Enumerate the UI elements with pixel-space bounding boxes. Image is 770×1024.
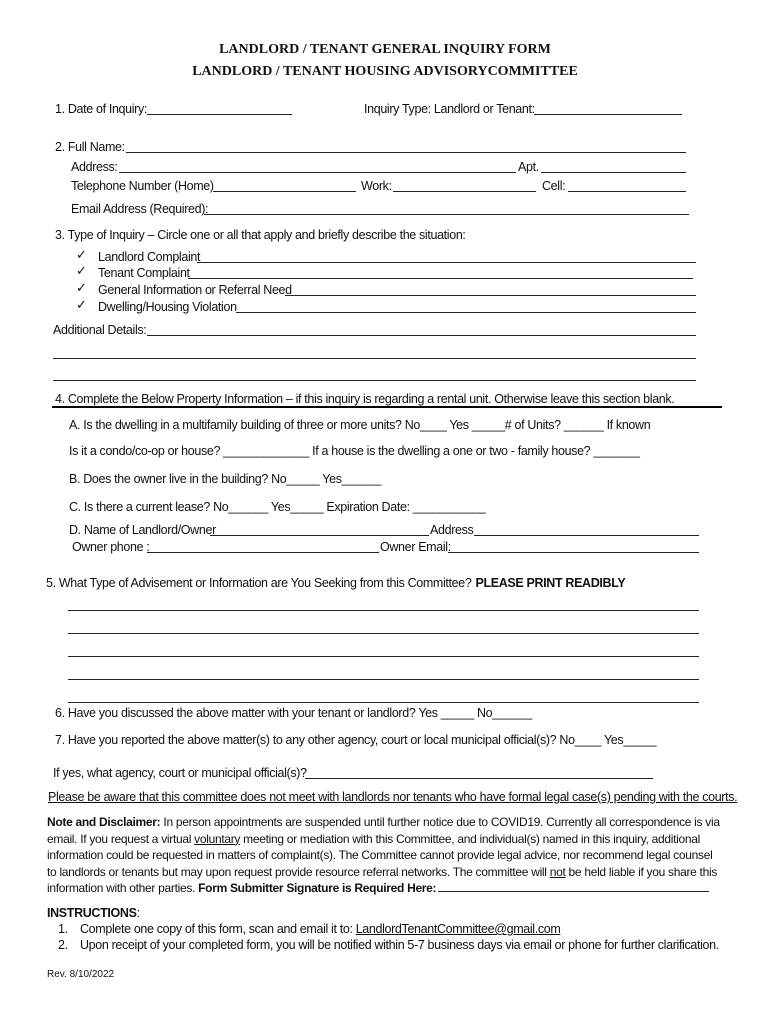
court-case-notice: Please be aware that this committee does not meet with landlords nor tenants who have formal legal case(s) pending with the courts. xyxy=(48,790,738,804)
advisement-line[interactable] xyxy=(68,702,699,703)
additional-details-label: Additional Details: xyxy=(53,323,147,337)
agency-label: If yes, what agency, court or municipal official(s)? xyxy=(53,766,307,780)
landlord-address-field[interactable] xyxy=(474,535,699,536)
work-phone-label: Work: xyxy=(361,179,392,193)
condo-house-question: Is it a condo/co-op or house? _____________ If a house is the dwelling a one or two - family house? _______ xyxy=(69,444,640,458)
checkmark-icon: ✓ xyxy=(76,264,87,279)
home-phone-label: Telephone Number (Home) xyxy=(71,179,214,193)
section-divider xyxy=(52,406,722,408)
landlord-name-field[interactable] xyxy=(210,535,429,536)
additional-details-line[interactable] xyxy=(53,380,696,381)
committee-email-link[interactable]: LandlordTenantCommittee@gmail.com xyxy=(355,922,561,936)
disclaimer-text: meeting or mediation with this Committee, and individual(s) named in this inquiry, additional xyxy=(240,831,700,846)
owner-phone-label: Owner phone : xyxy=(72,540,150,554)
instructions-heading xyxy=(47,906,140,920)
voluntary-word: voluntary xyxy=(194,831,241,846)
option-general-info[interactable]: General Information or Referral Need xyxy=(98,283,292,297)
advisement-question-text: 5. What Type of Advisement or Information are You Seeking from this Committee? xyxy=(46,576,472,590)
inquiry-type-field[interactable] xyxy=(534,114,682,115)
address-field[interactable] xyxy=(119,172,516,173)
landlord-address-label: Address xyxy=(430,523,474,537)
instructions-colon: : xyxy=(136,906,140,920)
email-label: Email Address (Required): xyxy=(71,202,209,216)
advisement-line[interactable] xyxy=(68,656,699,657)
checkmark-icon: ✓ xyxy=(76,248,87,263)
property-info-heading: 4. Complete the Below Property Information – if this inquiry is regarding a rental unit. Otherwise leave this section blank. xyxy=(55,392,675,406)
home-phone-field[interactable] xyxy=(213,191,356,192)
advisement-line[interactable] xyxy=(68,633,699,634)
disclaimer-text: email. If you request a virtual xyxy=(47,831,195,846)
landlord-name-label: D. Name of Landlord/Owner xyxy=(69,523,216,537)
option-dwelling-violation[interactable]: Dwelling/Housing Violation xyxy=(98,300,237,314)
additional-details-field[interactable] xyxy=(147,335,696,336)
disclaimer-text: to landlords or tenants but may upon request provide resource referral networks. The committee will xyxy=(47,864,550,879)
form-subtitle: LANDLORD / TENANT HOUSING ADVISORYCOMMITTEE xyxy=(192,64,578,79)
landlord-complaint-field[interactable] xyxy=(197,262,696,263)
advisement-line[interactable] xyxy=(68,679,699,680)
dwelling-violation-field[interactable] xyxy=(236,312,696,313)
instruction-1 xyxy=(80,922,560,936)
owner-email-field[interactable] xyxy=(448,552,699,553)
date-of-inquiry-label: 1. Date of Inquiry: xyxy=(55,102,148,116)
email-field[interactable] xyxy=(204,214,689,215)
reported-question: 7. Have you reported the above matter(s) to any other agency, court or local municipal official(s)? No____ Yes_____ xyxy=(55,733,657,747)
inquiry-type-label: Inquiry Type: Landlord or Tenant: xyxy=(364,102,535,116)
disclaimer-text: be held liable if you share this xyxy=(565,864,718,879)
cell-phone-label: Cell: xyxy=(542,179,566,193)
instruction-1-text: Complete one copy of this form, scan and email it to: xyxy=(80,922,356,936)
discussed-question: 6. Have you discussed the above matter with your tenant or landlord? Yes _____ No______ xyxy=(55,706,532,720)
apt-field[interactable] xyxy=(541,172,686,173)
disclaimer-block xyxy=(47,814,723,897)
disclaimer-text: information could be requested in matters of complaint(s). The Committee cannot provide legal advice, nor recommend legal counsel xyxy=(47,848,713,863)
current-lease-question: C. Is there a current lease? No______ Yes_____ Expiration Date: ___________ xyxy=(69,500,486,514)
multifamily-question: A. Is the dwelling in a multifamily building of three or more units? No____ Yes _____# of Units? ______ If known xyxy=(69,418,651,432)
option-tenant-complaint[interactable]: Tenant Complaint xyxy=(98,266,190,280)
inquiry-type-heading: 3. Type of Inquiry – Circle one or all that apply and briefly describe the situation: xyxy=(55,228,466,242)
general-info-field[interactable] xyxy=(285,295,696,296)
date-of-inquiry-field[interactable] xyxy=(147,114,292,115)
address-label: Address: xyxy=(71,160,118,174)
revision-date: Rev. 8/10/2022 xyxy=(47,969,115,980)
cell-phone-field[interactable] xyxy=(568,191,686,192)
disclaimer-title: Note and Disclaimer: xyxy=(47,815,161,829)
full-name-label: 2. Full Name: xyxy=(55,140,125,154)
owner-lives-question: B. Does the owner live in the building? No_____ Yes______ xyxy=(69,472,382,486)
agency-field[interactable] xyxy=(305,778,653,779)
checkmark-icon: ✓ xyxy=(76,281,87,296)
instruction-1-number: 1. xyxy=(58,922,68,936)
disclaimer-text: In person appointments are suspended until further notice due to COVID19. Currently all correspondence is via xyxy=(163,815,720,829)
not-word: not xyxy=(549,864,566,879)
work-phone-field[interactable] xyxy=(393,191,536,192)
owner-phone-field[interactable] xyxy=(147,552,379,553)
instruction-2-number: 2. xyxy=(58,938,68,952)
checkmark-icon: ✓ xyxy=(76,298,87,313)
advisement-question xyxy=(46,576,625,590)
option-landlord-complaint[interactable]: Landlord Complaint xyxy=(98,250,201,264)
tenant-complaint-field[interactable] xyxy=(188,278,693,279)
instructions-title: INSTRUCTIONS xyxy=(47,906,137,920)
disclaimer-text: information with other parties. xyxy=(47,881,199,896)
signature-required-label: Form Submitter Signature is Required Here: xyxy=(198,881,437,896)
advisement-line[interactable] xyxy=(68,610,699,611)
print-readibly-note: PLEASE PRINT READIBLY xyxy=(475,576,626,590)
instruction-2: Upon receipt of your completed form, you will be notified within 5-7 business days via email or phone for further clarification. xyxy=(80,938,719,952)
apt-label: Apt. xyxy=(518,160,539,174)
full-name-field[interactable] xyxy=(126,152,686,153)
additional-details-line[interactable] xyxy=(53,358,696,359)
form-title: LANDLORD / TENANT GENERAL INQUIRY FORM xyxy=(219,42,551,57)
owner-email-label: Owner Email: xyxy=(380,540,451,554)
signature-field[interactable] xyxy=(438,891,709,892)
